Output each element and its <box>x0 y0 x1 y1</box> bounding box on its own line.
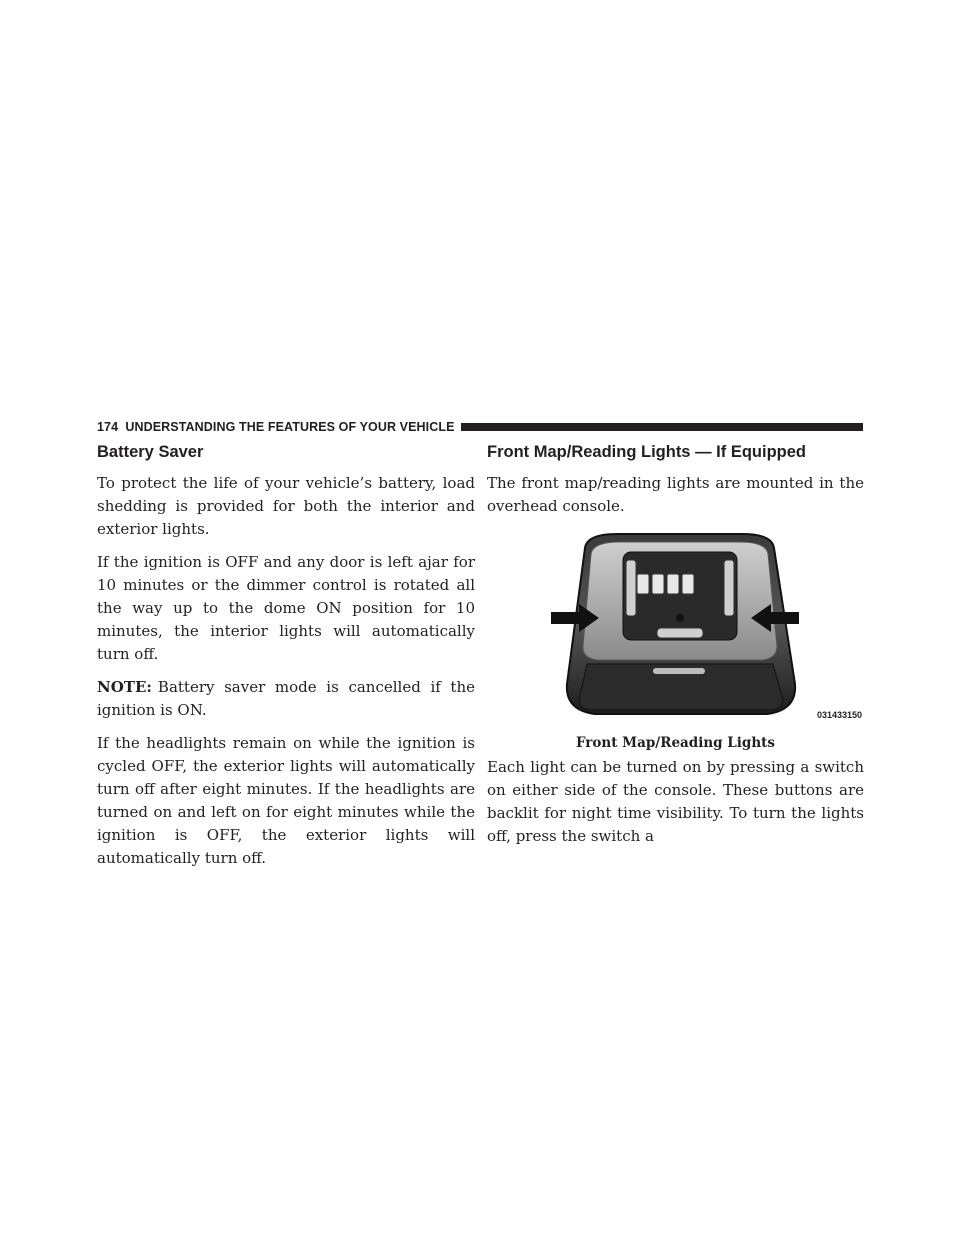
figure-code: 031433150 <box>816 710 862 720</box>
overhead-console-image <box>487 528 864 728</box>
page-number: 174 UNDERSTANDING THE FEATURES OF YOUR VEHICLE <box>97 420 455 434</box>
battery-saver-heading: Battery Saver <box>97 443 204 461</box>
map-lights-heading: Front Map/Reading Lights — If Equipped <box>487 443 806 461</box>
note-paragraph <box>97 676 475 722</box>
battery-saver-para-3: If the headlights remain on while the ignition is cycled OFF, the exterior lights will automatically turn off after eight minutes. If the headlights are turned on and left on for eight minutes while the ignition is OFF, the exterior lights will automatically turn off. <box>97 734 475 867</box>
running-header <box>97 418 863 436</box>
note-label: NOTE: <box>97 678 152 696</box>
left-column <box>97 442 475 880</box>
note-text: Battery saver mode is cancelled if the ignition is ON. <box>97 678 475 719</box>
battery-saver-para-2: If the ignition is OFF and any door is left ajar for 10 minutes or the dimmer control is rotated all the way up to the dome ON position for 10 minutes, the interior lights will automatically turn off. <box>97 553 475 663</box>
map-lights-para-2: Each light can be turned on by pressing a switch on either side of the console. These buttons are backlit for night time visibility. To turn the lights off, press the switch a <box>487 758 864 845</box>
right-column <box>487 442 864 858</box>
map-lights-para-1: The front map/reading lights are mounted in the overhead console. <box>487 474 864 515</box>
section-title: UNDERSTANDING THE FEATURES OF YOUR VEHICLE <box>125 420 455 434</box>
figure-caption: Front Map/Reading Lights <box>575 735 776 751</box>
battery-saver-para-1: To protect the life of your vehicle’s battery, load shedding is provided for both the interior and exterior lights. <box>97 474 475 538</box>
header-rule <box>461 423 863 431</box>
overhead-console-figure <box>487 528 864 728</box>
